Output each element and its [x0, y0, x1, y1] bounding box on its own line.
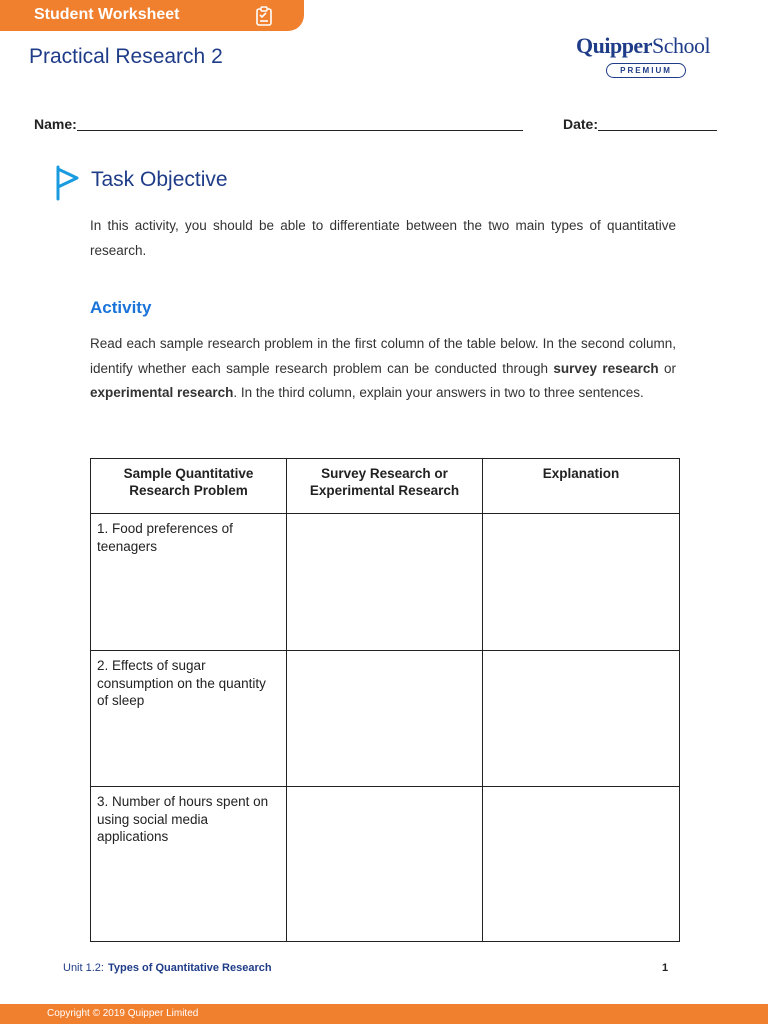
activity-instructions: [90, 332, 676, 406]
problem-cell: 2. Effects of sugar consumption on the quantity of sleep: [91, 651, 287, 787]
table-row: [91, 787, 680, 942]
footer-bar: [0, 1004, 768, 1024]
name-field: [34, 116, 523, 132]
problem-cell: 1. Food preferences of teenagers: [91, 514, 287, 651]
flag-icon: [55, 165, 81, 201]
unit-name: Types of Quantitative Research: [107, 962, 272, 974]
experimental-research-term: experimental research: [90, 385, 234, 400]
column-header-problem: Sample Quantitative Research Problem: [91, 459, 287, 514]
copyright-text: Copyright © 2019 Quipper Limited: [47, 1008, 199, 1019]
page-number: 1: [662, 962, 669, 974]
clipboard-check-icon: [254, 6, 274, 26]
quipper-school-logo: [576, 33, 718, 79]
activity-heading: Activity: [90, 298, 152, 317]
explanation-answer-cell[interactable]: [483, 651, 680, 787]
explanation-answer-cell[interactable]: [483, 514, 680, 651]
objective-text: In this activity, you should be able to differentiate between the two main types of quantitative research.: [90, 218, 676, 258]
document-title: Practical Research 2: [29, 45, 223, 68]
instructions-text-2: or: [658, 360, 676, 376]
column-header-type: Survey Research or Experimental Research: [287, 459, 483, 514]
worksheet-tab: [0, 0, 304, 31]
table-header-row: [91, 459, 680, 514]
footer-unit: [63, 962, 272, 974]
logo-regular-text: School: [651, 33, 711, 58]
date-field: [563, 116, 717, 132]
problem-cell: 3. Number of hours spent on using social media applications: [91, 787, 287, 942]
explanation-answer-cell[interactable]: [483, 787, 680, 942]
worksheet-tab-label: Student Worksheet: [34, 6, 180, 23]
research-type-answer-cell[interactable]: [287, 787, 483, 942]
research-type-answer-cell[interactable]: [287, 651, 483, 787]
survey-research-term: survey research: [553, 360, 659, 376]
column-header-explanation: Explanation: [483, 459, 680, 514]
worksheet-table: [90, 458, 680, 942]
name-label: Name:: [34, 116, 77, 132]
date-blank-line[interactable]: [598, 116, 717, 131]
logo-wordmark: [576, 33, 710, 59]
name-blank-line[interactable]: [77, 116, 523, 131]
premium-badge: PREMIUM: [606, 63, 686, 78]
table-row: [91, 514, 680, 651]
instructions-text-1: Read each sample research problem in the first column of the table below. In the second column, identify whether each sample research problem can be conducted through: [90, 336, 676, 376]
table-row: [91, 651, 680, 787]
instructions-text-3: . In the third column, explain your answers in two to three sentences.: [233, 385, 644, 400]
logo-bold-text: Quipper: [576, 33, 652, 58]
unit-number: Unit 1.2:: [63, 962, 104, 974]
task-objective-title: Task Objective: [91, 168, 228, 191]
research-type-answer-cell[interactable]: [287, 514, 483, 651]
date-label: Date:: [563, 116, 599, 132]
